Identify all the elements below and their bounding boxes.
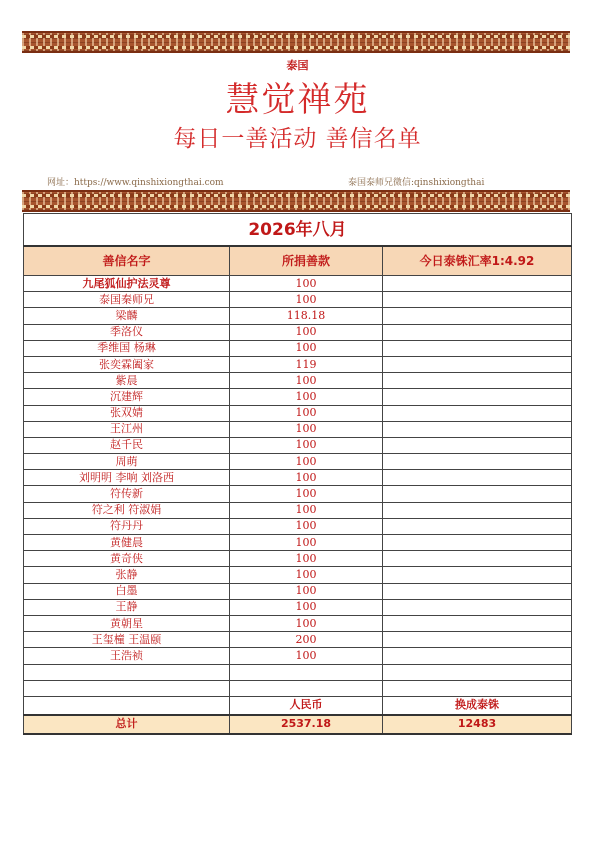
total-thb: 12483 (383, 715, 572, 734)
donor-name-cell: 符传新 (24, 486, 230, 502)
table-row (24, 518, 572, 534)
thb-cell (383, 583, 572, 599)
donation-amount-cell: 100 (230, 486, 383, 502)
donation-amount-cell: 118.18 (230, 308, 383, 324)
donation-amount-cell: 100 (230, 373, 383, 389)
table-row (24, 276, 572, 292)
blank-cell (383, 664, 572, 680)
donor-name-cell: 季维国 杨琳 (24, 340, 230, 356)
donation-amount-cell: 100 (230, 454, 383, 470)
blank-cell (230, 680, 383, 696)
donation-amount-cell: 100 (230, 567, 383, 583)
table-row (24, 405, 572, 421)
donation-amount-cell: 200 (230, 632, 383, 648)
donor-name-cell: 沉建辉 (24, 389, 230, 405)
donor-name-cell: 紫晨 (24, 373, 230, 389)
thb-cell (383, 324, 572, 340)
blank-cell (24, 696, 230, 715)
thb-cell (383, 454, 572, 470)
thb-cell (383, 567, 572, 583)
currency-label-row (24, 696, 572, 715)
donor-name-cell: 符之利 符淑娟 (24, 502, 230, 518)
table-row (24, 437, 572, 453)
donor-name-cell: 白墨 (24, 583, 230, 599)
thb-cell (383, 437, 572, 453)
header-donor-name: 善信名字 (24, 246, 230, 276)
donation-amount-cell: 100 (230, 470, 383, 486)
donation-amount-cell: 100 (230, 340, 383, 356)
thb-cell (383, 292, 572, 308)
thb-cell (383, 648, 572, 664)
table-row (24, 551, 572, 567)
table-row (24, 308, 572, 324)
donor-name-cell: 王玺橦 王温颐 (24, 632, 230, 648)
donation-amount-cell: 100 (230, 292, 383, 308)
table-row (24, 389, 572, 405)
donation-amount-cell: 100 (230, 583, 383, 599)
table-row (24, 356, 572, 372)
donor-name-cell: 符丹丹 (24, 518, 230, 534)
donation-amount-cell: 100 (230, 276, 383, 292)
donor-name-cell: 张静 (24, 567, 230, 583)
thb-cell (383, 389, 572, 405)
table-row (24, 486, 572, 502)
table-row (24, 324, 572, 340)
donor-name-cell: 泰国秦师兄 (24, 292, 230, 308)
donor-name-cell: 王浩祯 (24, 648, 230, 664)
donor-name-cell: 张奕霖阖家 (24, 356, 230, 372)
donation-amount-cell: 100 (230, 551, 383, 567)
donation-amount-cell: 100 (230, 648, 383, 664)
table-row (24, 599, 572, 615)
page-subtitle: 每日一善活动 善信名单 (173, 126, 422, 152)
donor-name-cell: 刘明明 李响 刘洛西 (24, 470, 230, 486)
donation-amount-cell: 100 (230, 405, 383, 421)
rmb-label: 人民币 (230, 696, 383, 715)
donor-name-cell: 周萌 (24, 454, 230, 470)
donation-amount-cell: 100 (230, 389, 383, 405)
blank-cell (230, 664, 383, 680)
table-row (24, 502, 572, 518)
donor-name-cell: 黄朝星 (24, 615, 230, 631)
donor-name-cell: 王江州 (24, 421, 230, 437)
donor-name-cell: 梁麟 (24, 308, 230, 324)
thb-cell (383, 502, 572, 518)
donation-amount-cell: 100 (230, 615, 383, 631)
table-row (24, 421, 572, 437)
thb-cell (383, 373, 572, 389)
table-row (24, 373, 572, 389)
thb-cell (383, 535, 572, 551)
thb-cell (383, 276, 572, 292)
country-label: 泰国 (286, 59, 309, 72)
total-row (24, 715, 572, 734)
blank-cell (24, 680, 230, 696)
thb-cell (383, 599, 572, 615)
thb-cell (383, 340, 572, 356)
donation-amount-cell: 100 (230, 324, 383, 340)
table-row (24, 648, 572, 664)
header-row (24, 246, 572, 276)
thb-cell (383, 551, 572, 567)
blank-cell (24, 664, 230, 680)
table-row (24, 615, 572, 631)
donation-amount-cell: 100 (230, 518, 383, 534)
thb-cell (383, 518, 572, 534)
donation-amount-cell: 100 (230, 599, 383, 615)
donation-amount-cell: 100 (230, 421, 383, 437)
table-row (24, 340, 572, 356)
donor-name-cell: 季洛仪 (24, 324, 230, 340)
thb-cell (383, 356, 572, 372)
decorative-border-middle (22, 190, 570, 212)
header-exchange-rate: 今日泰铢汇率1:4.92 (383, 246, 572, 276)
table-row (24, 470, 572, 486)
donor-name-cell: 赵千民 (24, 437, 230, 453)
table-row (24, 583, 572, 599)
donation-amount-cell: 119 (230, 356, 383, 372)
blank-row (24, 664, 572, 680)
donation-amount-cell: 100 (230, 535, 383, 551)
decorative-border-top (22, 31, 570, 53)
donor-name-cell: 黄健晨 (24, 535, 230, 551)
table-row (24, 632, 572, 648)
donor-name-cell: 九尾狐仙护法灵尊 (24, 276, 230, 292)
donation-amount-cell: 100 (230, 502, 383, 518)
donor-name-cell: 王静 (24, 599, 230, 615)
thb-cell (383, 405, 572, 421)
donor-table (23, 213, 572, 735)
table-row (24, 535, 572, 551)
wechat-text: 泰国泰师兄微信:qinshixiongthai (348, 178, 485, 188)
thb-cell (383, 308, 572, 324)
thb-cell (383, 632, 572, 648)
donation-amount-cell: 100 (230, 437, 383, 453)
donor-name-cell: 张双婧 (24, 405, 230, 421)
thb-cell (383, 421, 572, 437)
donor-name-cell: 黄奇侠 (24, 551, 230, 567)
blank-cell (383, 680, 572, 696)
website-text: 网址：https://www.qinshixiongthai.com (47, 178, 224, 188)
month-row (24, 214, 572, 247)
table-row (24, 567, 572, 583)
page-title: 慧觉禅苑 (225, 80, 370, 120)
thb-cell (383, 486, 572, 502)
month-title: 2026年八月 (24, 214, 572, 247)
thb-cell (383, 615, 572, 631)
table-row (24, 292, 572, 308)
total-label: 总计 (24, 715, 230, 734)
header-amount: 所捐善款 (230, 246, 383, 276)
thb-cell (383, 470, 572, 486)
table-row (24, 454, 572, 470)
blank-row (24, 680, 572, 696)
total-rmb: 2537.18 (230, 715, 383, 734)
thb-label: 换成泰铢 (383, 696, 572, 715)
